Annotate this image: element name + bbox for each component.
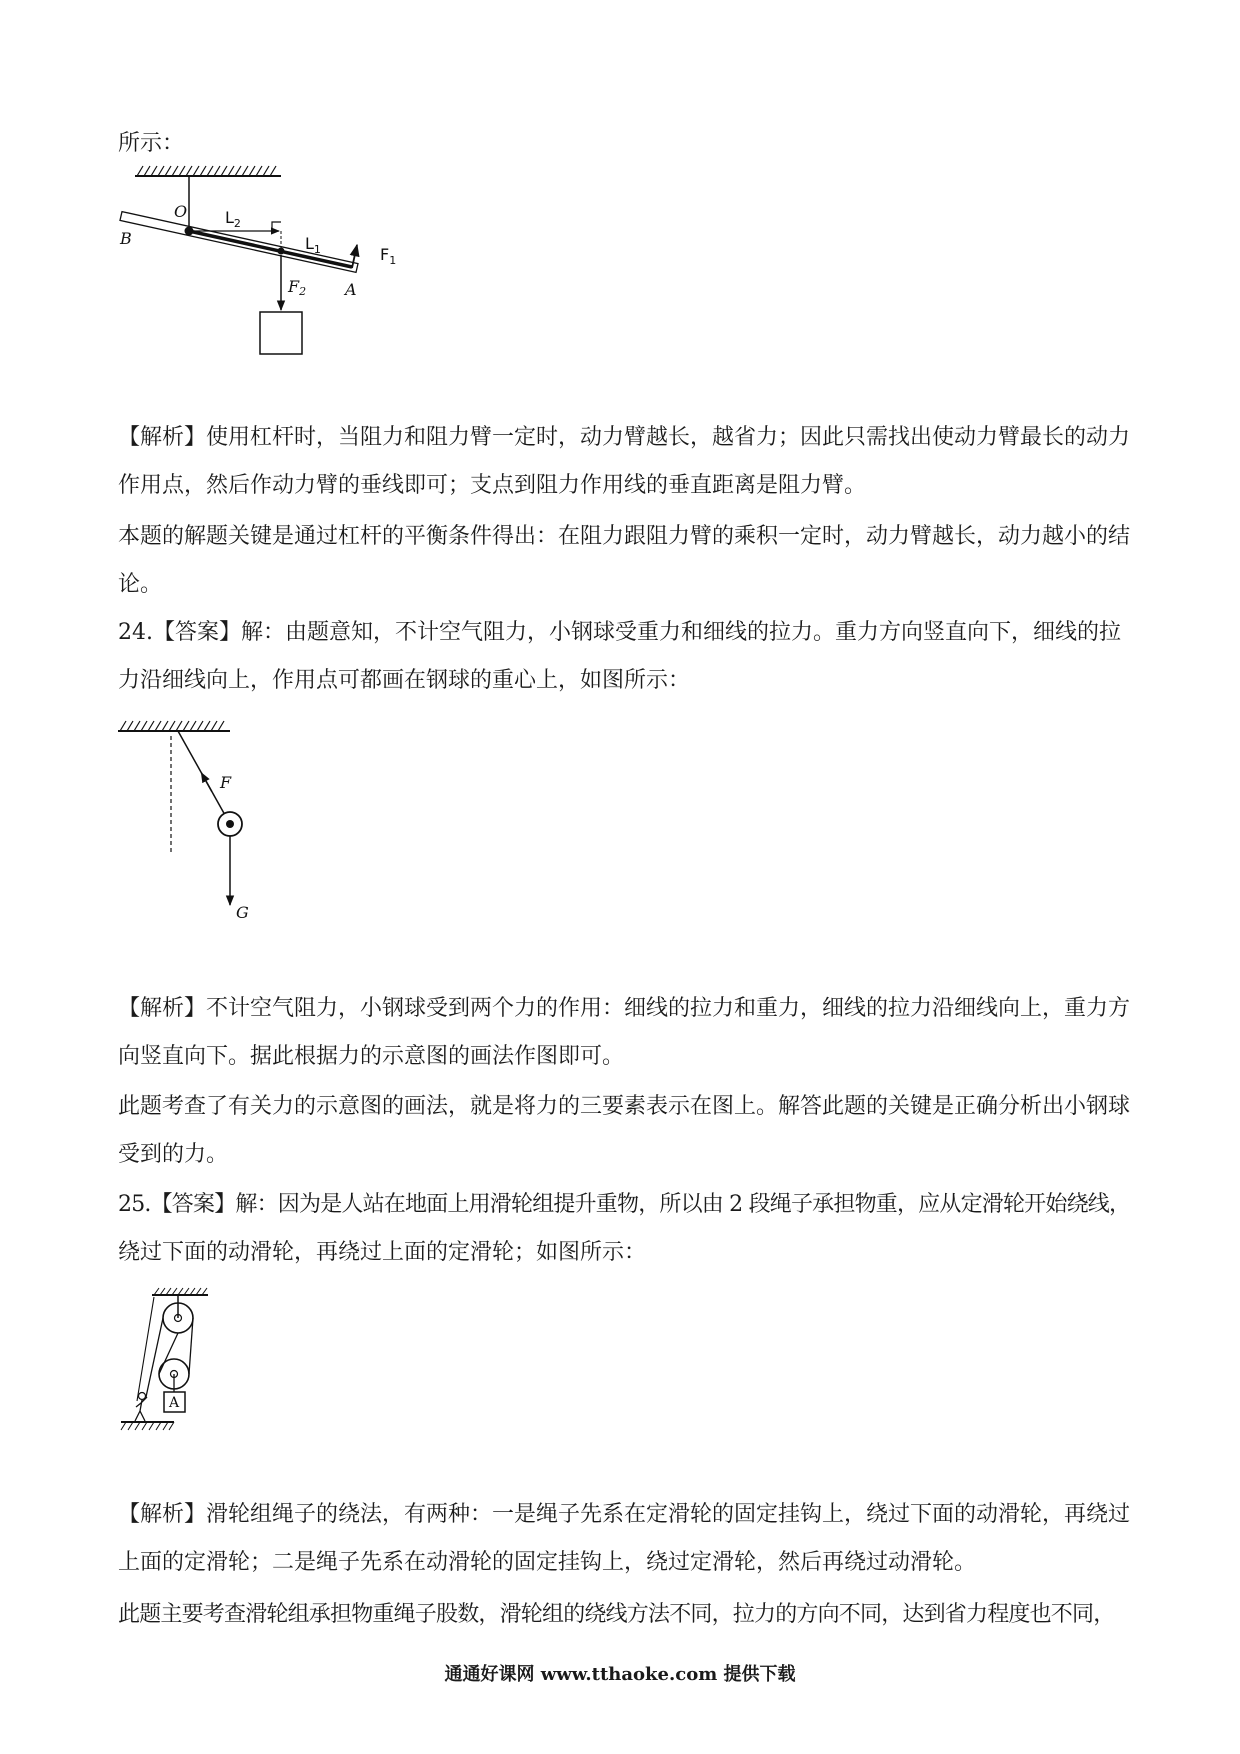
q23-analysis-line-2: 作用点，然后作动力臂的垂线即可；支点到阻力作用线的垂直距离是阻力臂。 <box>118 473 867 498</box>
label-B: B <box>120 229 132 248</box>
weight-box <box>260 312 302 354</box>
intro-line: 所示： <box>118 131 185 156</box>
q25-answer-line-2: 绕过下面的动滑轮，再绕过上面的定滑轮；如图所示： <box>118 1240 647 1265</box>
ceiling <box>135 166 281 176</box>
q25-answer-line-1: 25.【答案】解：因为是人站在地面上用滑轮组提升重物，所以由 2 段绳子承担物重，应从定滑轮开始绕线， <box>118 1192 1131 1217</box>
label-A: A <box>345 280 357 299</box>
center-of-gravity <box>226 820 234 828</box>
q23-key-line-1: 本题的解题关键是通过杠杆的平衡条件得出：在阻力跟阻力臂的乘积一定时，动力臂越长，动力越小的结 <box>118 524 1131 549</box>
force-F-arrow <box>201 773 211 792</box>
right-angle-mark <box>272 222 281 231</box>
q24-key-point <box>118 1083 1130 1179</box>
person-figure <box>135 1393 147 1422</box>
label-F: F <box>220 773 232 792</box>
label-F2-sub: 2 <box>299 285 307 298</box>
q24-analysis <box>118 985 1130 1081</box>
q25-answer <box>118 1181 1130 1277</box>
q23-key-point <box>118 513 1130 609</box>
label-O: O <box>174 202 188 221</box>
arm-L1-line <box>189 231 352 267</box>
label-L2-sub: 2 <box>233 217 241 230</box>
ground <box>121 1422 174 1430</box>
q23-key-line-2: 论。 <box>118 572 163 597</box>
label-L1-sub: 1 <box>313 243 321 256</box>
rope-segment-hook <box>159 1333 178 1374</box>
q24-analysis-line-1: 【解析】不计空气阻力，小钢球受到两个力的作用：细线的拉力和重力，细线的拉力沿细线向上，重力方 <box>118 996 1131 1021</box>
lever-diagram <box>112 160 412 360</box>
label-G: G <box>236 903 249 922</box>
q25-key-point <box>118 1591 1114 1639</box>
q24-analysis-line-2: 向竖直向下。据此根据力的示意图的画法作图即可。 <box>118 1044 625 1069</box>
q25-analysis-line-1: 【解析】滑轮组绳子的绕法，有两种：一是绳子先系在定滑轮的固定挂钩上，绕过下面的动滑轮，再绕过 <box>118 1502 1131 1527</box>
pulley-diagram <box>112 1285 212 1435</box>
ceiling-hatching <box>120 721 224 731</box>
person-head <box>139 1393 146 1400</box>
q23-analysis-line-1: 【解析】使用杠杆时，当阻力和阻力臂一定时，动力臂越长，越省力；因此只需找出使动力臂最长的动力 <box>118 425 1131 450</box>
load-point <box>278 248 285 255</box>
q25-analysis <box>118 1491 1130 1587</box>
label-L1 <box>305 234 321 256</box>
ceiling <box>118 721 230 731</box>
support-beam-hatching <box>154 1288 207 1295</box>
q24-answer <box>118 609 1121 705</box>
ground-hatching <box>121 1422 174 1430</box>
q25-analysis-line-2: 上面的定滑轮；二是绳子先系在动滑轮的固定挂钩上，绕过定滑轮，然后再绕过动滑轮。 <box>118 1550 977 1575</box>
q24-answer-line-1: 24.【答案】解：由题意知，不计空气阻力，小钢球受重力和细线的拉力。重力方向竖直向下，细线的拉 <box>118 620 1121 645</box>
label-F1-main: F <box>380 245 390 264</box>
label-F1 <box>380 245 396 267</box>
label-F1-sub: 1 <box>389 254 397 267</box>
support-beam <box>152 1288 208 1295</box>
label-L2-main: L <box>225 208 234 227</box>
label-A: A <box>169 1395 180 1411</box>
q24-key-line-2: 受到的力。 <box>118 1142 229 1167</box>
ceiling-hatching <box>137 166 276 176</box>
label-L1-main: L <box>305 234 314 253</box>
page-footer: 通通好课网 www.tthaoke.com 提供下载 <box>444 1664 796 1685</box>
q25-key-line-1: 此题主要考查滑轮组承担物重绳子股数，滑轮组的绕线方法不同，拉力的方向不同，达到省力程度也不同， <box>118 1602 1115 1627</box>
q23-analysis <box>118 414 1130 510</box>
pendulum-diagram <box>110 720 270 930</box>
support-line <box>137 1297 154 1401</box>
label-L2 <box>225 208 241 230</box>
label-F2-main: F <box>288 277 300 296</box>
q24-key-line-1: 此题考查了有关力的示意图的画法，就是将力的三要素表示在图上。解答此题的关键是正确分析出小钢球 <box>118 1094 1131 1119</box>
label-F2 <box>287 277 306 298</box>
q24-answer-line-2: 力沿细线向上，作用点可都画在钢球的重心上，如图所示： <box>118 668 691 693</box>
